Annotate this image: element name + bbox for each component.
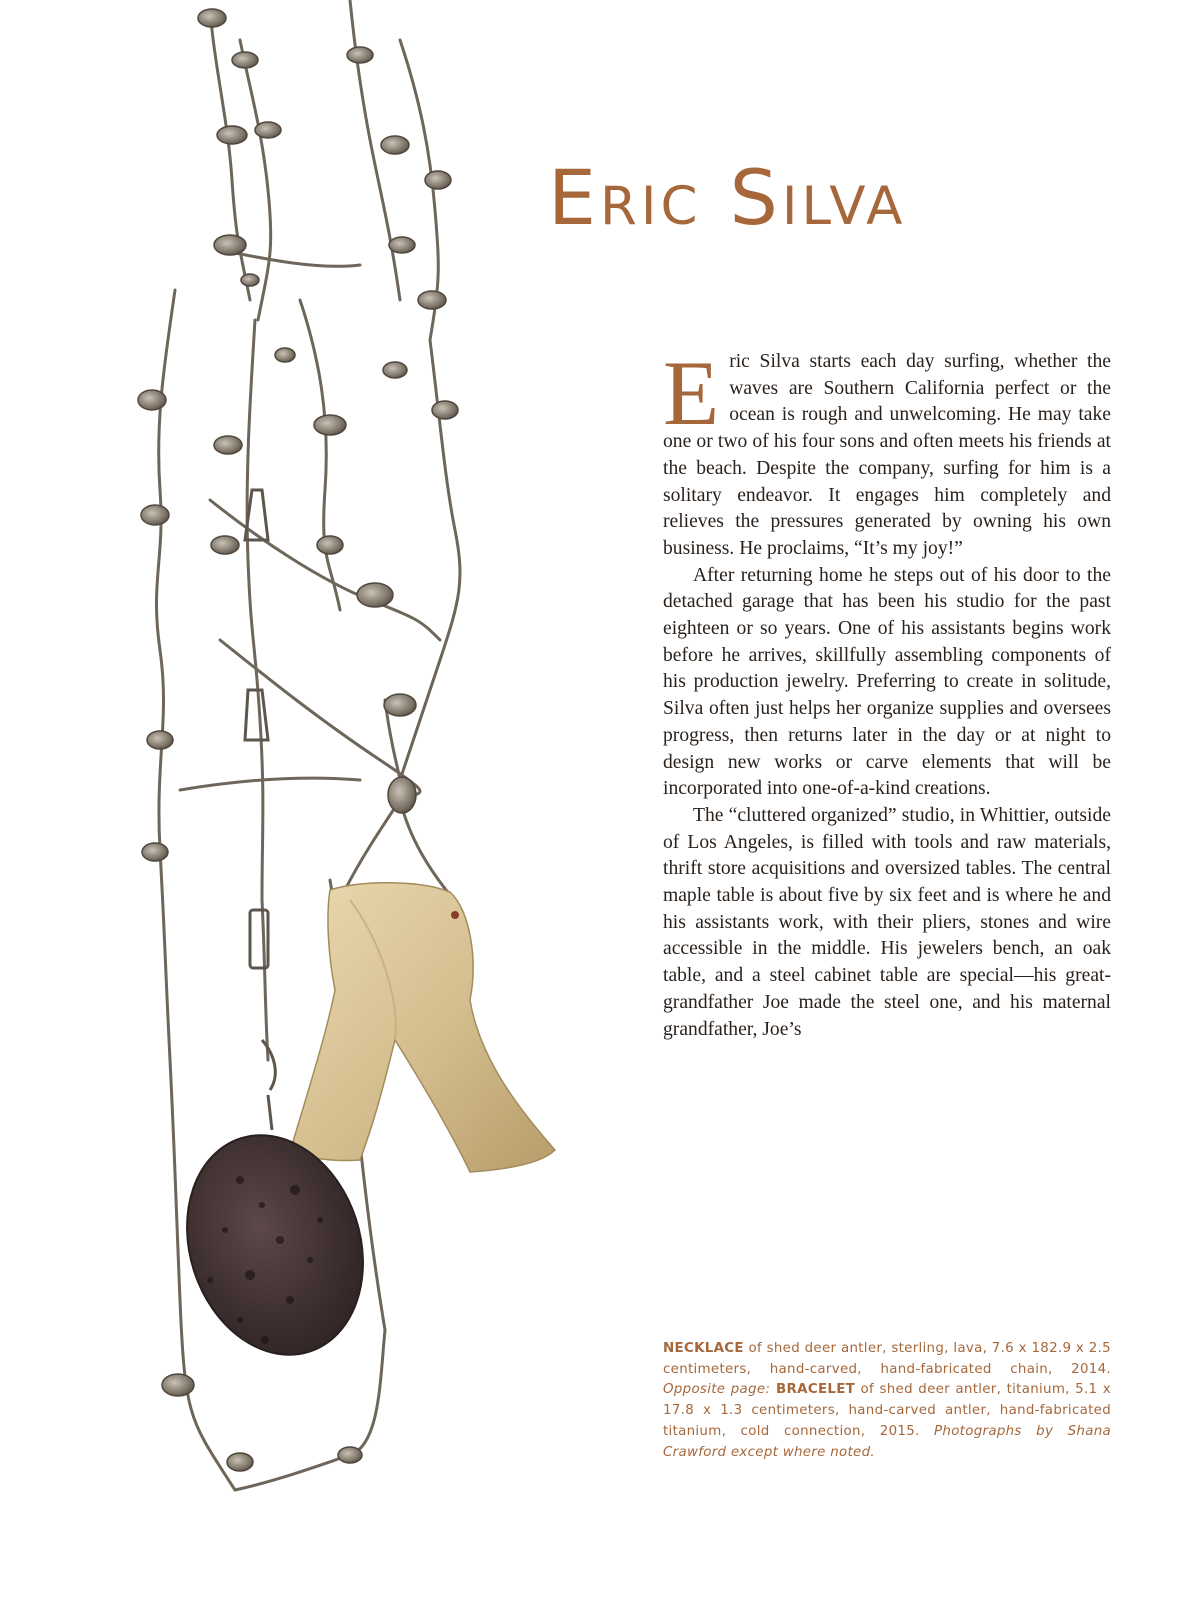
photo-caption (663, 1339, 1111, 1463)
paragraph-3: The “cluttered organized” studio, in Whittier, outside of Los Angeles, is filled with tools and raw materials, thrift store acquisitions and oversized tables. The central maple table is about five by six feet and is where he and his assistants work, with their pliers, stones and wire accessible in the middle. His jewelers bench, an oak table, and a steel cabinet table are special—his great-grandfather Joe made the steel one, and his maternal grandfather, Joe’s (663, 804, 1111, 1040)
caption-necklace-label: NECKLACE (663, 1341, 744, 1356)
drop-cap: E (663, 342, 720, 444)
caption-bracelet-text: of shed deer antler, titanium, 5.1 x 17.8 x 1.3 centimeters, hand-carved antler, hand-fabricated titanium, cold connection, 2015. (663, 1382, 1111, 1439)
caption-opposite-label: Opposite page: (663, 1382, 771, 1398)
caption-necklace-text: of shed deer antler, sterling, lava, 7.6 x 182.9 x 2.5 centimeters, hand-carved, hand-fabricated chain, 2014. (663, 1341, 1111, 1377)
paragraph-2: After returning home he steps out of his door to the detached garage that has been his studio for the past eighteen or so years. One of his assistants begins work before he arrives, skillfully assembling components of his production jewelry. Preferring to create in solitude, Silva often just helps her organize supplies and oversees progress, then returns later in the day or at night to design new works or carve elements that will be incorporated into one-of-a-kind creations. (663, 564, 1111, 800)
article-title: Eric Silva (548, 153, 907, 242)
caption-credit: Photographs by Shana Crawford except where noted. (663, 1423, 1111, 1460)
antler-pendant (290, 883, 555, 1172)
caption-bracelet-label: BRACELET (770, 1382, 856, 1398)
paragraph-1 (663, 342, 1111, 563)
article-body (663, 342, 1111, 1043)
paragraph-1-text: ric Silva starts each day surfing, whether the waves are Southern California perfect or the ocean is rough and unwelcoming. He may take one or two of his four sons and often meets his friends at the beach. Despite the company, surfing for him is a solitary endeavor. It engages him completely and relieves the pressures generated by owning his own business. He proclaims, “It’s my joy!” (663, 351, 1111, 559)
